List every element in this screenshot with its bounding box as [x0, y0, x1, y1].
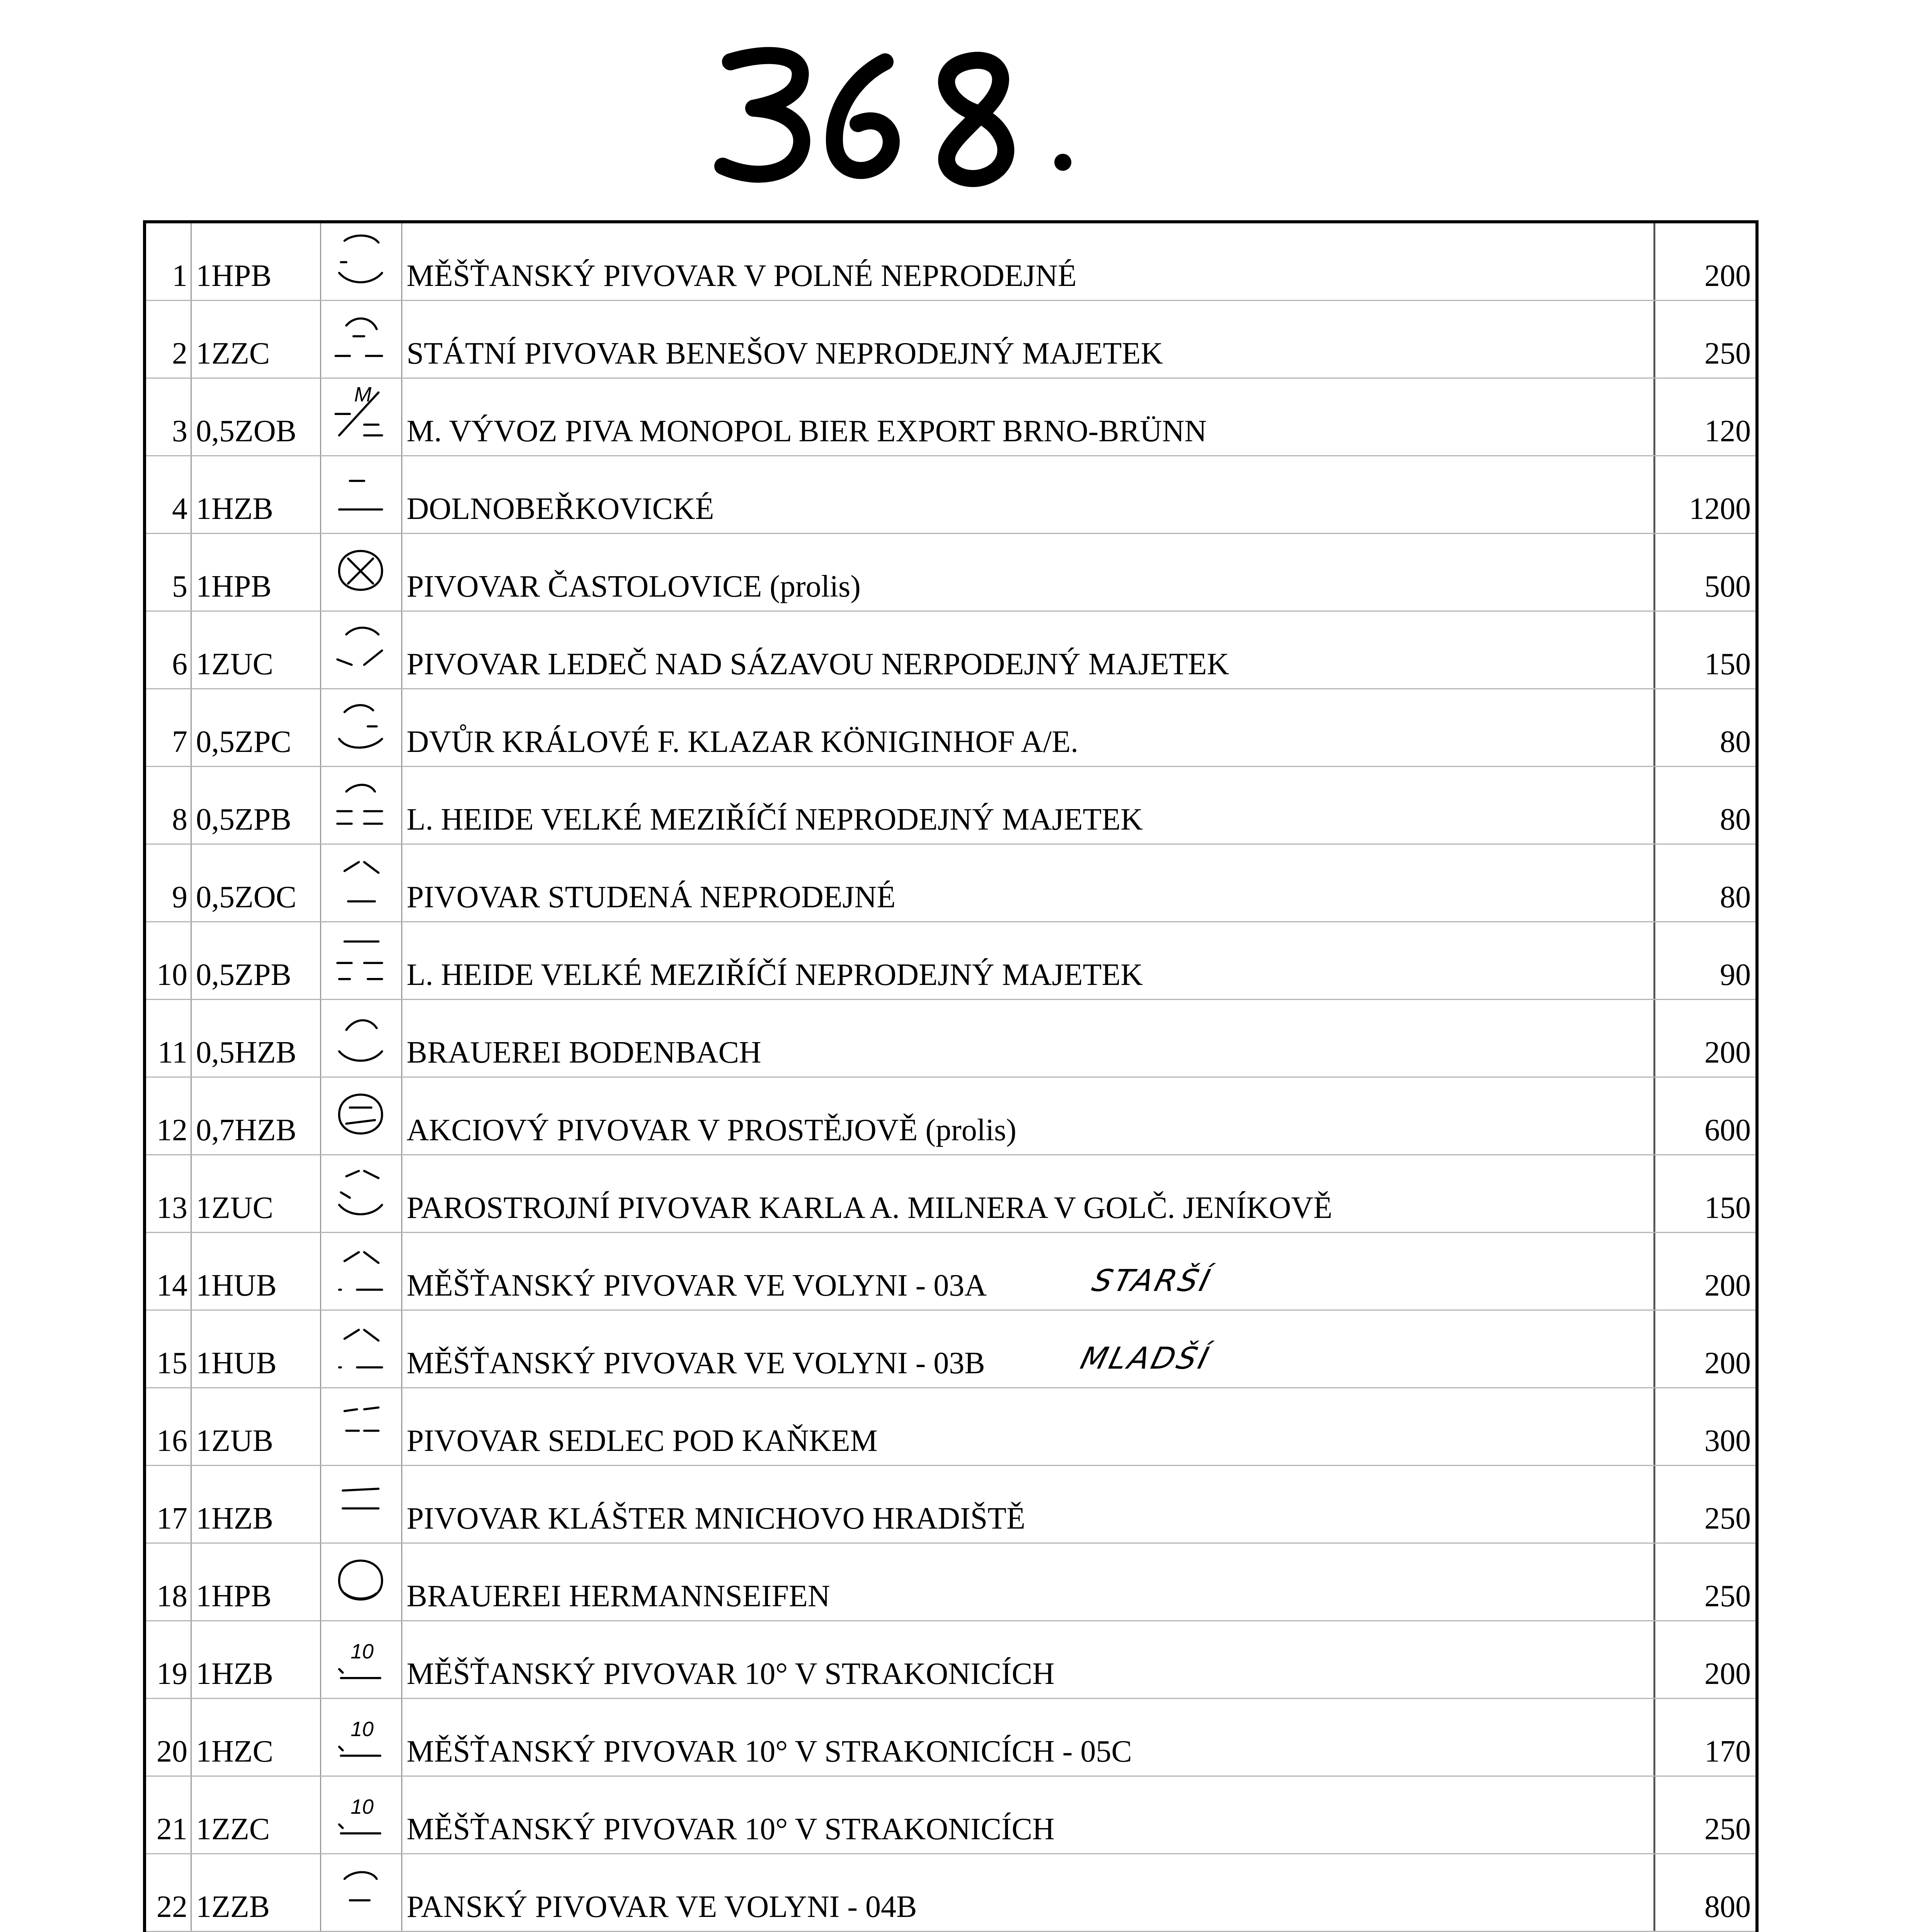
row-number	[146, 1311, 191, 1387]
row-number-text: 8	[172, 803, 187, 837]
brewery-description	[401, 456, 1653, 533]
brewery-description	[401, 1233, 1653, 1310]
label-sketch-icon	[324, 1624, 397, 1696]
label-value-text: 1200	[1689, 492, 1751, 526]
brewery-description	[401, 1544, 1653, 1620]
label-value-text: 200	[1704, 1657, 1751, 1691]
label-code	[191, 223, 320, 300]
label-code	[191, 1699, 320, 1776]
brewery-description-text: PANSKÝ PIVOVAR VE VOLYNI - 04B	[407, 1890, 917, 1924]
label-sketch	[320, 767, 401, 844]
brewery-description	[401, 767, 1653, 844]
label-code	[191, 301, 320, 378]
label-value-text: 800	[1704, 1890, 1751, 1924]
label-sketch-icon	[324, 537, 397, 609]
label-sketch	[320, 456, 401, 533]
label-code	[191, 1621, 320, 1698]
label-value	[1653, 223, 1755, 300]
row-number-text: 10	[157, 958, 187, 992]
brewery-description-text: MĚŠŤANSKÝ PIVOVAR VE VOLYNI - 03B	[407, 1346, 985, 1380]
label-code-text: 0,7HZB	[196, 1113, 296, 1147]
row-number-text: 15	[157, 1346, 187, 1380]
brewery-description	[401, 1311, 1653, 1387]
label-value	[1653, 379, 1755, 455]
ledger-row	[146, 1621, 1755, 1699]
ledger-row	[146, 1466, 1755, 1544]
label-code	[191, 1777, 320, 1853]
brewery-description-text: MĚŠŤANSKÝ PIVOVAR 10° V STRAKONICÍCH	[407, 1657, 1055, 1691]
row-number-text: 12	[157, 1113, 187, 1147]
label-value-text: 150	[1704, 1191, 1751, 1225]
label-code-text: 1ZUC	[196, 647, 273, 681]
brewery-description	[401, 922, 1653, 999]
brewery-description	[401, 1621, 1653, 1698]
row-number	[146, 1233, 191, 1310]
label-value-text: 250	[1704, 337, 1751, 371]
row-number	[146, 922, 191, 999]
brewery-description	[401, 1155, 1653, 1232]
label-code	[191, 1388, 320, 1465]
label-code	[191, 1233, 320, 1310]
ledger-row	[146, 223, 1755, 301]
label-value-text: 200	[1704, 259, 1751, 293]
label-sketch-icon	[324, 1158, 397, 1230]
row-number	[146, 1544, 191, 1620]
label-sketch-icon	[324, 1236, 397, 1308]
label-code-text: 1ZZC	[196, 1812, 270, 1846]
brewery-description-text: PIVOVAR ČASTOLOVICE (prolis)	[407, 570, 861, 604]
label-code-text: 1ZZB	[196, 1890, 270, 1924]
row-number-text: 16	[157, 1424, 187, 1458]
label-value-text: 250	[1704, 1502, 1751, 1536]
label-sketch-text: M	[354, 383, 372, 406]
ledger-row	[146, 456, 1755, 534]
brewery-description-text: PIVOVAR SEDLEC POD KAŇKEM	[407, 1424, 878, 1458]
label-code-text: 1ZUC	[196, 1191, 273, 1225]
label-sketch-icon	[324, 1314, 397, 1385]
handwritten-note: MLADŠÍ	[1077, 1341, 1214, 1376]
label-code	[191, 1000, 320, 1077]
label-value	[1653, 1155, 1755, 1232]
label-value	[1653, 534, 1755, 611]
label-value-text: 250	[1704, 1579, 1751, 1613]
ledger-row	[146, 1699, 1755, 1777]
row-number-text: 5	[172, 570, 187, 604]
label-code-text: 1HUB	[196, 1346, 277, 1380]
label-value	[1653, 301, 1755, 378]
label-sketch	[320, 1621, 401, 1698]
row-number	[146, 301, 191, 378]
row-number	[146, 1466, 191, 1543]
label-code-text: 0,5ZPC	[196, 725, 291, 759]
label-sketch-icon	[324, 304, 397, 376]
label-value-text: 200	[1704, 1036, 1751, 1070]
row-number	[146, 1777, 191, 1853]
row-number-text: 4	[172, 492, 187, 526]
ledger-row	[146, 689, 1755, 767]
label-sketch	[320, 223, 401, 300]
row-number-text: 3	[172, 414, 187, 448]
brewery-description-text: L. HEIDE VELKÉ MEZIŘÍČÍ NEPRODEJNÝ MAJETEK	[407, 958, 1143, 992]
label-code	[191, 1544, 320, 1620]
label-value-text: 200	[1704, 1346, 1751, 1380]
brewery-description	[401, 612, 1653, 688]
label-value-text: 200	[1704, 1269, 1751, 1303]
label-sketch	[320, 1854, 401, 1931]
label-value	[1653, 1311, 1755, 1387]
row-number-text: 9	[172, 880, 187, 914]
label-sketch-icon	[324, 459, 397, 531]
row-number-text: 18	[157, 1579, 187, 1613]
brewery-description	[401, 1078, 1653, 1154]
ledger-row	[146, 1854, 1755, 1932]
label-value-text: 80	[1720, 725, 1751, 759]
label-code-text: 0,5ZPB	[196, 958, 291, 992]
row-number-text: 21	[157, 1812, 187, 1846]
label-sketch-text: 10	[351, 1795, 374, 1818]
label-sketch	[320, 534, 401, 611]
label-code	[191, 1155, 320, 1232]
row-number	[146, 1854, 191, 1931]
label-code-text: 1HZB	[196, 1502, 273, 1536]
row-number	[146, 1621, 191, 1698]
label-sketch-icon	[324, 770, 397, 842]
label-code-text: 1HZB	[196, 1657, 273, 1691]
brewery-description	[401, 534, 1653, 611]
row-number-text: 17	[157, 1502, 187, 1536]
label-code-text: 1HZB	[196, 492, 273, 526]
label-value	[1653, 1854, 1755, 1931]
label-sketch-icon	[324, 925, 397, 997]
ledger-row	[146, 1777, 1755, 1854]
row-number	[146, 767, 191, 844]
label-sketch-icon	[324, 1780, 397, 1851]
row-number-text: 2	[172, 337, 187, 371]
label-code-text: 1HPB	[196, 570, 272, 604]
row-number-text: 22	[157, 1890, 187, 1924]
label-sketch-icon	[324, 382, 397, 453]
brewery-description-text: PAROSTROJNÍ PIVOVAR KARLA A. MILNERA V GOLČ. JENÍKOVĚ	[407, 1191, 1333, 1225]
row-number	[146, 845, 191, 921]
label-sketch	[320, 1699, 401, 1776]
ledger-row	[146, 1388, 1755, 1466]
beer-label-ledger	[143, 220, 1759, 1932]
label-sketch-text: 10	[351, 1717, 374, 1741]
brewery-description-text: M. VÝVOZ PIVA MONOPOL BIER EXPORT BRNO-BRÜNN	[407, 414, 1207, 448]
ledger-row	[146, 1000, 1755, 1078]
label-sketch-icon	[324, 692, 397, 764]
row-number	[146, 223, 191, 300]
label-code-text: 0,5HZB	[196, 1036, 296, 1070]
label-value	[1653, 612, 1755, 688]
row-number	[146, 1000, 191, 1077]
handwritten-page-number	[703, 35, 1090, 205]
label-value-text: 300	[1704, 1424, 1751, 1458]
ledger-row	[146, 379, 1755, 456]
brewery-description-text: PIVOVAR KLÁŠTER MNICHOVO HRADIŠTĚ	[407, 1502, 1025, 1536]
label-code	[191, 845, 320, 921]
label-code	[191, 689, 320, 766]
brewery-description	[401, 223, 1653, 300]
brewery-description	[401, 845, 1653, 921]
label-value	[1653, 1233, 1755, 1310]
label-code-text: 0,5ZPB	[196, 803, 291, 837]
label-value	[1653, 689, 1755, 766]
row-number-text: 11	[157, 1036, 187, 1070]
label-sketch	[320, 301, 401, 378]
label-value	[1653, 1699, 1755, 1776]
row-number	[146, 534, 191, 611]
ledger-row	[146, 301, 1755, 379]
label-code-text: 1HUB	[196, 1269, 277, 1303]
label-sketch-text: 10	[351, 1639, 374, 1663]
brewery-description	[401, 689, 1653, 766]
page-number-glyphs	[703, 35, 1090, 205]
label-code	[191, 612, 320, 688]
brewery-description-text: MĚŠŤANSKÝ PIVOVAR 10° V STRAKONICÍCH	[407, 1812, 1055, 1846]
brewery-description-text: STÁTNÍ PIVOVAR BENEŠOV NEPRODEJNÝ MAJETEK	[407, 337, 1163, 371]
brewery-description-text: AKCIOVÝ PIVOVAR V PROSTĚJOVĚ (prolis)	[407, 1113, 1016, 1147]
label-value	[1653, 1000, 1755, 1077]
label-sketch	[320, 1233, 401, 1310]
label-value-text: 120	[1704, 414, 1751, 448]
brewery-description	[401, 1777, 1653, 1853]
label-code	[191, 922, 320, 999]
label-code	[191, 1466, 320, 1543]
label-value-text: 80	[1720, 880, 1751, 914]
ledger-row	[146, 845, 1755, 922]
label-sketch-icon	[324, 1469, 397, 1541]
label-value-text: 500	[1704, 570, 1751, 604]
label-sketch	[320, 922, 401, 999]
label-value	[1653, 922, 1755, 999]
ledger-row	[146, 1233, 1755, 1311]
row-number-text: 13	[157, 1191, 187, 1225]
label-value-text: 90	[1720, 958, 1751, 992]
row-number-text: 1	[172, 259, 187, 293]
label-value-text: 250	[1704, 1812, 1751, 1846]
label-value	[1653, 1621, 1755, 1698]
label-sketch-icon	[324, 1391, 397, 1463]
label-code	[191, 1854, 320, 1931]
brewery-description	[401, 1000, 1653, 1077]
ledger-row	[146, 612, 1755, 689]
label-sketch	[320, 1777, 401, 1853]
label-value	[1653, 1544, 1755, 1620]
label-sketch-icon	[324, 1547, 397, 1618]
label-sketch-icon	[324, 1857, 397, 1929]
label-sketch-icon	[324, 615, 397, 686]
row-number-text: 14	[157, 1269, 187, 1303]
brewery-description	[401, 1466, 1653, 1543]
label-value-text: 600	[1704, 1113, 1751, 1147]
row-number-text: 19	[157, 1657, 187, 1691]
label-value-text: 80	[1720, 803, 1751, 837]
label-sketch	[320, 1078, 401, 1154]
label-code-text: 1ZZC	[196, 337, 270, 371]
row-number	[146, 1155, 191, 1232]
brewery-description-text: MĚŠŤANSKÝ PIVOVAR VE VOLYNI - 03A	[407, 1269, 987, 1303]
label-value-text: 170	[1704, 1735, 1751, 1769]
ledger-row	[146, 922, 1755, 1000]
brewery-description	[401, 1854, 1653, 1931]
label-value	[1653, 1466, 1755, 1543]
label-code-text: 0,5ZOB	[196, 414, 296, 448]
label-value	[1653, 1777, 1755, 1853]
label-sketch-icon	[324, 226, 397, 298]
label-value	[1653, 1078, 1755, 1154]
ledger-row	[146, 1544, 1755, 1621]
label-sketch-icon	[324, 848, 397, 919]
label-sketch-icon	[324, 1702, 397, 1774]
label-code-text: 0,5ZOC	[196, 880, 296, 914]
ledger-row	[146, 1078, 1755, 1155]
row-number-text: 7	[172, 725, 187, 759]
label-sketch	[320, 1155, 401, 1232]
row-number	[146, 1388, 191, 1465]
label-code-text: 1ZUB	[196, 1424, 273, 1458]
brewery-description-text: MĚŠŤANSKÝ PIVOVAR 10° V STRAKONICÍCH - 05C	[407, 1735, 1132, 1769]
label-value-text: 150	[1704, 647, 1751, 681]
label-code	[191, 379, 320, 455]
label-value	[1653, 845, 1755, 921]
brewery-description-text: MĚŠŤANSKÝ PIVOVAR V POLNÉ NEPRODEJNÉ	[407, 259, 1077, 293]
row-number	[146, 689, 191, 766]
label-code	[191, 534, 320, 611]
label-code-text: 1HPB	[196, 1579, 272, 1613]
label-code-text: 1HPB	[196, 259, 272, 293]
label-sketch	[320, 1544, 401, 1620]
brewery-description-text: PIVOVAR STUDENÁ NEPRODEJNÉ	[407, 880, 896, 914]
handwritten-note: STARŠÍ	[1088, 1264, 1216, 1298]
brewery-description-text: BRAUEREI BODENBACH	[407, 1036, 761, 1070]
brewery-description	[401, 1699, 1653, 1776]
brewery-description	[401, 379, 1653, 455]
label-sketch	[320, 689, 401, 766]
brewery-description-text: L. HEIDE VELKÉ MEZIŘÍČÍ NEPRODEJNÝ MAJETEK	[407, 803, 1143, 837]
label-sketch	[320, 1311, 401, 1387]
brewery-description	[401, 1388, 1653, 1465]
row-number-text: 20	[157, 1735, 187, 1769]
row-number	[146, 612, 191, 688]
row-number-text: 6	[172, 647, 187, 681]
brewery-description-text: PIVOVAR LEDEČ NAD SÁZAVOU NERPODEJNÝ MAJETEK	[407, 647, 1229, 681]
ledger-row	[146, 1155, 1755, 1233]
label-code	[191, 767, 320, 844]
ledger-row	[146, 534, 1755, 612]
ledger-row	[146, 1311, 1755, 1388]
brewery-description-text: DVŮR KRÁLOVÉ F. KLAZAR KÖNIGINHOF A/E.	[407, 725, 1079, 759]
row-number	[146, 379, 191, 455]
row-number	[146, 1699, 191, 1776]
label-code	[191, 1078, 320, 1154]
label-value	[1653, 767, 1755, 844]
brewery-description	[401, 301, 1653, 378]
row-number	[146, 1078, 191, 1154]
brewery-description-text: DOLNOBEŘKOVICKÉ	[407, 492, 714, 526]
label-code	[191, 1311, 320, 1387]
label-code	[191, 456, 320, 533]
label-value	[1653, 456, 1755, 533]
ledger-row	[146, 767, 1755, 845]
label-code-text: 1HZC	[196, 1735, 273, 1769]
label-sketch-icon	[324, 1003, 397, 1075]
label-value	[1653, 1388, 1755, 1465]
label-sketch	[320, 1000, 401, 1077]
label-sketch	[320, 1388, 401, 1465]
label-sketch	[320, 612, 401, 688]
label-sketch	[320, 379, 401, 455]
brewery-description-text: BRAUEREI HERMANNSEIFEN	[407, 1579, 830, 1613]
label-sketch	[320, 1466, 401, 1543]
label-sketch-icon	[324, 1081, 397, 1152]
label-sketch	[320, 845, 401, 921]
row-number	[146, 456, 191, 533]
